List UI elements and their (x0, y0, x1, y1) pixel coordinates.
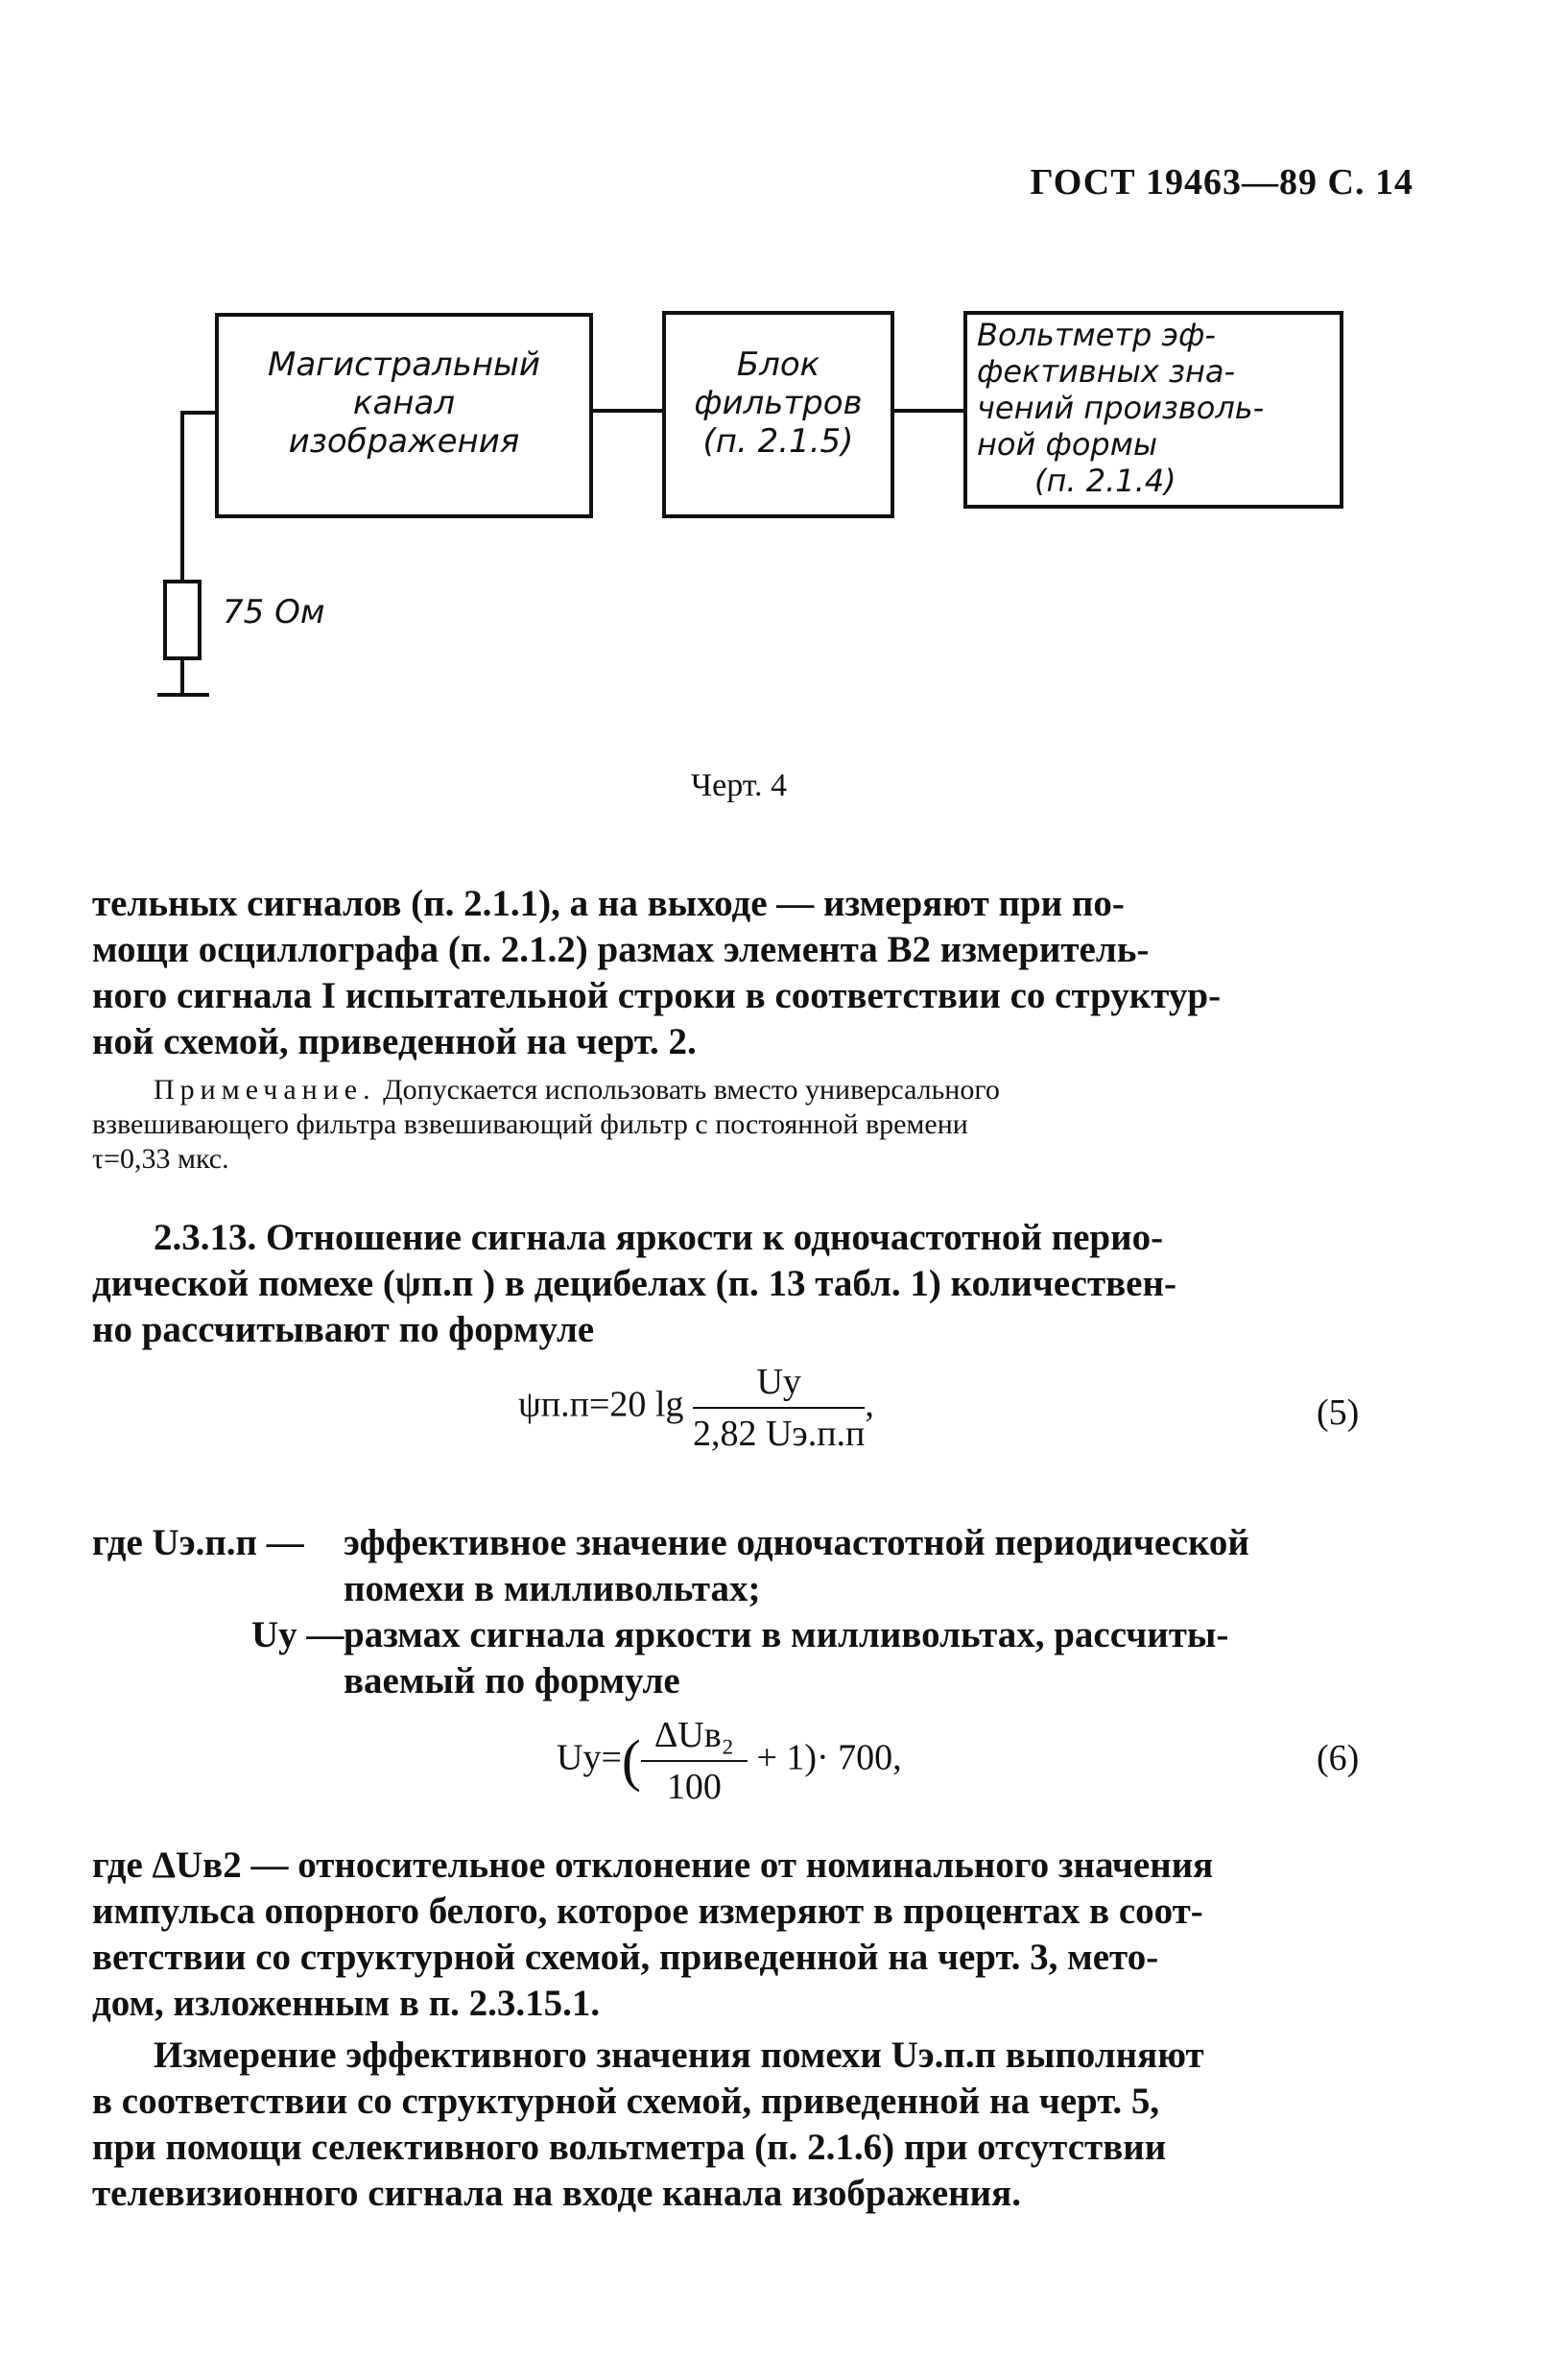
page-header: ГОСТ 19463—89 С. 14 (1030, 162, 1413, 202)
paragraph-2: 2.3.13. Отношение сигнала яркости к одночастотной перио- дической помехе (ψп.п ) в децибелах (п. 13 табл. 1) количествен- но рассчитывают по формуле (92, 1217, 1176, 1350)
paragraph-4: Измерение эффективного значения помехи Uэ.п.п выполняют в соответствии со структурной схемой, приведенной на черт. 5, при помощи селективного вольтметра (п. 2.1.6) при отсутствии телевизионного сигнала на входе канала изображения. (92, 2035, 1204, 2214)
equation-number-6: (6) (1317, 1738, 1360, 1778)
block3-label: Вольтметр эф- фективных зна- чений произволь- ной формы (п. 2.1.4) (977, 317, 1265, 499)
formula-5: ψп.п=20 lg $\frac{Uу}{2,82 Uэ.п.п}$ , (518, 1362, 874, 1454)
note: Примечание. Допускается использовать вместо универсального взвешивающего фильтра взвешивающий фильтр с постоянной времени τ=0,33 мкс. (92, 1074, 1000, 1175)
figure-caption: Черт. 4 (691, 768, 788, 803)
connector-to-resistor (182, 413, 217, 582)
equation-number-5: (5) (1317, 1392, 1360, 1433)
paragraph-1: тельных сигналов (п. 2.1.1), а на выходе — измеряют при по- мощи осциллографа (п. 2.1.2) размах элемента В2 измеритель- ного сигнала I испытательной строки в соответствии со структур- ной схемой, приведенной на черт. 2. (92, 883, 1222, 1062)
where-def-1: эффективное значение одночастотной периодической помехи в милливольтах; (344, 1522, 1249, 1609)
where-term-2: Uу — (251, 1614, 344, 1655)
block2-label: Блок фильтров (п. 2.1.5) (694, 345, 863, 461)
formula-6: Uу=( $\frac{\text{ΔUв₂}}{100}$ + 1)· 700, (557, 1715, 902, 1807)
block1-label: Магистральный канал изображения (268, 345, 540, 461)
resistor-label: 75 Ом (223, 593, 325, 631)
paragraph-3: где ΔUв2 — относительное отклонение от номинального значения импульса опорного белого, которое измеряют в процентах в соот- ветствии со структурной схемой, приведенной на черт. 3, мето- дом, изложенным в п. 2.3.15.1. (92, 1844, 1214, 2024)
note-label: Примечание. (154, 1074, 376, 1106)
where-term-1: где Uэ.п.п — (92, 1522, 304, 1563)
where-def-2: размах сигнала яркости в милливольтах, рассчиты- ваемый по формуле (344, 1614, 1229, 1702)
resistor-icon (165, 582, 200, 658)
